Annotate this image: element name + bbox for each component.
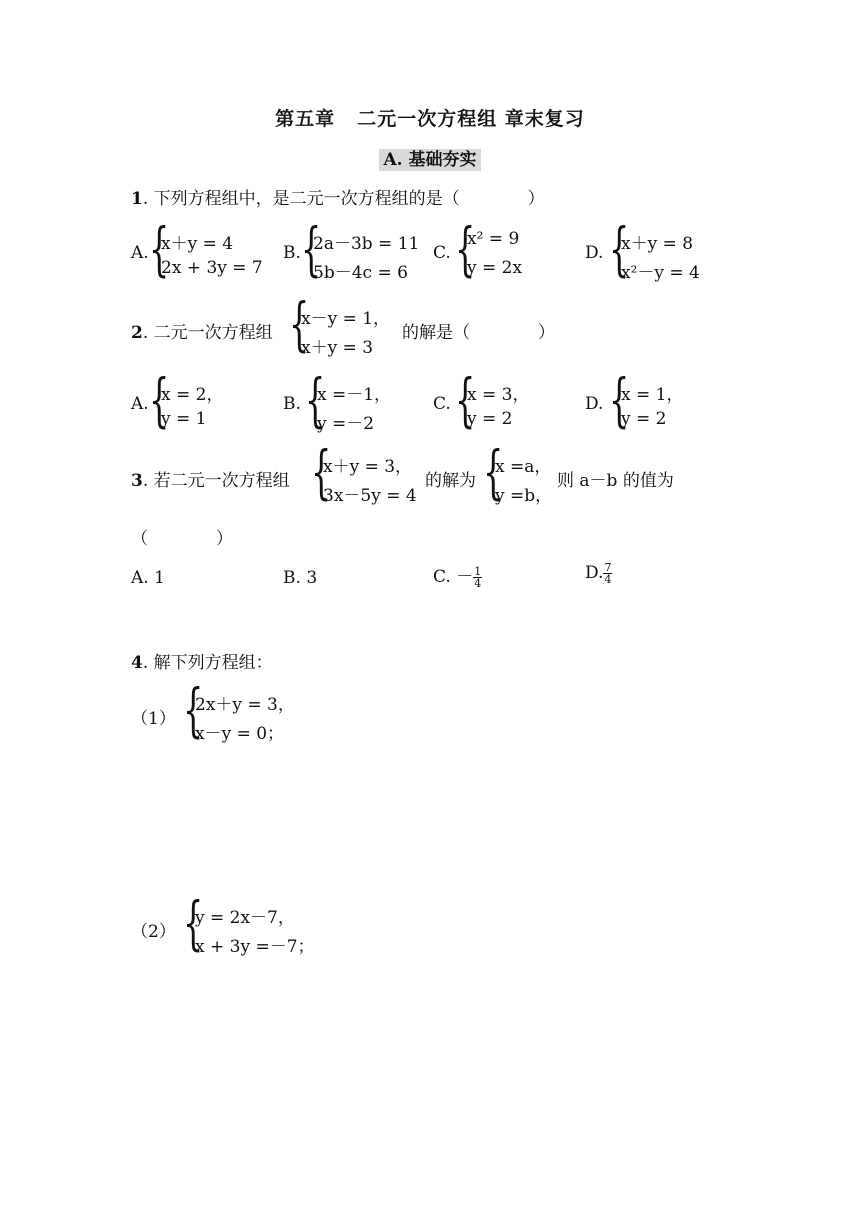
brace-icon: { (455, 366, 476, 434)
equation-row: 5b－4c = 6 (313, 263, 408, 283)
equation-row: x² = 9 (467, 229, 520, 249)
equation-row: x = 1， (621, 385, 684, 405)
equation-row: x + 3y =－7； (195, 937, 315, 957)
chapter-label: 第五章 (275, 108, 336, 130)
fraction (473, 566, 482, 589)
section-heading (0, 145, 860, 170)
equation-row: x－y = 1， (301, 309, 391, 329)
equation-row: x =a， (495, 457, 552, 477)
page-title (0, 104, 860, 131)
equation-row: x = 3， (467, 385, 530, 405)
denominator: 4 (604, 573, 612, 586)
part-label: （2） (131, 922, 176, 942)
q4-number: 4 (131, 653, 143, 673)
equation-row: y = 2 (621, 409, 667, 429)
brace-icon: { (305, 366, 326, 434)
equation-row: x＋y = 3 (301, 338, 374, 358)
brace-icon: { (609, 215, 630, 283)
section-label: A. 基础夯实 (379, 149, 480, 171)
equation-row: y = 2 (467, 409, 513, 429)
equation-row: y = 2x－7， (195, 908, 295, 928)
q3-suffix: 则 a－b 的值为 (557, 471, 674, 491)
q3-mid: 的解为 (425, 471, 476, 491)
equation-row: x =－1， (317, 385, 392, 405)
q2-suffix: 的解是（ ） (402, 323, 555, 343)
equation-row: x = 2， (161, 385, 224, 405)
q1-number: 1 (131, 189, 143, 209)
option-sign: － (456, 567, 474, 587)
q2-prefix: . 二元一次方程组 (142, 323, 273, 343)
equation-row: x＋y = 4 (161, 234, 234, 254)
option-label: A. (131, 243, 149, 263)
option-label: D. (585, 394, 604, 414)
option-label: C. (433, 243, 451, 263)
brace-icon: { (609, 366, 630, 434)
equation-row: 2x + 3y = 7 (161, 258, 263, 278)
option-label: A. (131, 394, 149, 414)
q3-answer-blank: （ ） (131, 529, 233, 549)
part-label: （1） (131, 709, 176, 729)
brace-icon: { (149, 366, 170, 434)
fraction (603, 562, 612, 585)
option-label: B. (283, 568, 301, 588)
denominator: 4 (474, 577, 482, 590)
equation-row: 2a－3b = 11 (313, 234, 420, 254)
option-label: C. (433, 567, 451, 587)
option-label: D. (585, 563, 604, 583)
equation-row: x－y = 0； (195, 724, 285, 744)
equation-row: y = 1 (161, 409, 207, 429)
equation-row: x＋y = 3， (323, 457, 413, 477)
q3-option-a[interactable] (131, 568, 165, 588)
q2-number: 2 (131, 323, 143, 343)
option-label: A. (131, 568, 149, 588)
brace-icon: { (311, 438, 332, 506)
brace-icon: { (483, 438, 504, 506)
q3-number: 3 (131, 471, 143, 491)
q4-stem (131, 648, 273, 673)
q3-option-b[interactable] (283, 568, 317, 588)
brace-icon: { (289, 290, 310, 358)
option-label: C. (433, 394, 451, 414)
q4-text: . 解下列方程组： (142, 653, 273, 673)
equation-row: x＋y = 8 (621, 234, 694, 254)
q3-option-c[interactable] (433, 562, 482, 589)
equation-row: 3x－5y = 4 (323, 486, 417, 506)
brace-icon: { (183, 676, 204, 744)
equation-row: y =b， (495, 486, 553, 506)
q1-text: . 下列方程组中，是二元一次方程组的是（ ） (142, 189, 545, 209)
brace-icon: { (301, 215, 322, 283)
q3-stem (131, 438, 771, 508)
equation-row: y = 2x (467, 258, 523, 278)
equation-row: x²－y = 4 (621, 263, 700, 283)
option-label: B. (283, 394, 301, 414)
q3-prefix: . 若二元一次方程组 (142, 471, 290, 491)
q2-stem (131, 290, 731, 360)
option-value: 1 (154, 568, 165, 588)
brace-icon: { (149, 215, 170, 283)
brace-icon: { (183, 889, 204, 957)
equation-row: 2x＋y = 3， (195, 695, 295, 715)
equation-row: y =－2 (317, 414, 375, 434)
brace-icon: { (455, 215, 476, 283)
option-label: D. (585, 243, 604, 263)
option-label: B. (283, 243, 301, 263)
numerator: 7 (604, 561, 612, 574)
option-value: 3 (306, 568, 318, 588)
q1-stem (131, 184, 545, 209)
chapter-topic: 二元一次方程组 章末复习 (357, 108, 585, 130)
numerator: 1 (474, 565, 482, 578)
q3-option-d[interactable] (585, 562, 612, 585)
